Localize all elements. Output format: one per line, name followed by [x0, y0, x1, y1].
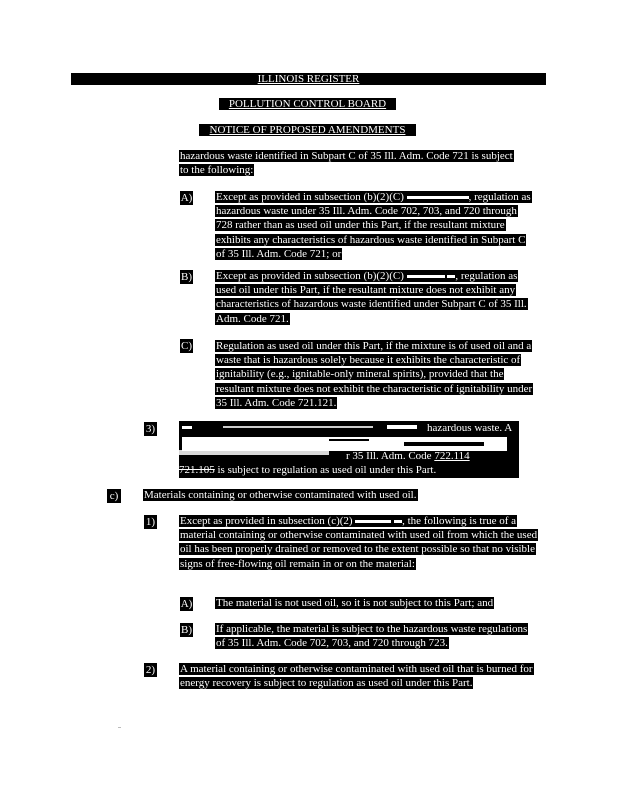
page-speck	[118, 727, 121, 728]
item-c1b-paragraph	[215, 622, 533, 650]
item-b3-new-ref: 722.114	[434, 450, 470, 462]
item-c1-text-after: , the following is true of a material containing or otherwise contaminated with used oil from which the used oil has been properly drained or removed to the extent possible so that no visible signs of free-flowing oil remain in or on the material:	[180, 515, 538, 570]
board-title: POLLUTION CONTROL BOARD	[228, 98, 387, 110]
item-c1-text-before: Except as provided in subsection (c)(2)	[180, 515, 353, 527]
section-c-paragraph	[143, 488, 463, 502]
item-b3-paragraph	[179, 421, 519, 478]
notice-header-bar	[199, 124, 416, 136]
item-b3-label: 3)	[145, 423, 156, 435]
redaction-mark	[387, 425, 417, 429]
section-c-label: c)	[107, 489, 121, 503]
board-header-bar	[219, 98, 396, 110]
redaction-mark	[355, 520, 391, 523]
intro-text: hazardous waste identified in Subpart C of 35 Ill. Adm. Code 721 is subject to the following:	[180, 150, 513, 177]
item-b3-line1-tail: hazardous waste. A	[427, 422, 513, 434]
item-c1b-label: B)	[181, 624, 192, 636]
item-b2c-text: Regulation as used oil under this Part, if the mixture is of used oil and a waste that is hazardous solely because it exhibits the characteristic of ignitability (e.g., ignitable-only mineral spirits), provided that the resultant mixture does not exhibit the characteristic of ignitability under 35 Ill. Adm. Code 721.121.	[216, 340, 533, 409]
item-b2a-label: A)	[180, 192, 193, 204]
item-b2c-label: C)	[181, 340, 192, 352]
item-c1-label: 1)	[145, 516, 156, 528]
redaction-mark	[179, 450, 329, 455]
item-b2b-text-before: Except as provided in subsection (b)(2)(C)	[216, 270, 404, 282]
item-b2a-text-before: Except as provided in subsection (b)(2)(C)	[216, 191, 404, 203]
item-b2c-paragraph	[215, 339, 535, 410]
register-title: ILLINOIS REGISTER	[257, 73, 360, 85]
item-b2b-text-after: , regulation as used oil under this Part, if the resultant mixture does not exhibit any characteristics of hazardous waste identified under Subpart C of 35 Ill. Adm. Code 721.	[216, 270, 527, 325]
redaction-mark	[182, 426, 192, 429]
register-header-bar	[71, 73, 546, 85]
intro-paragraph	[179, 149, 515, 177]
redaction-mark	[407, 275, 445, 278]
redaction-mark	[394, 520, 402, 523]
item-b2b-label: B)	[181, 271, 192, 283]
item-b3-line3-tail: r 35 Ill. Adm. Code	[346, 450, 432, 462]
notice-title: NOTICE OF PROPOSED AMENDMENTS	[209, 124, 406, 136]
item-c1a-paragraph	[215, 596, 545, 610]
item-c2-paragraph	[179, 662, 534, 690]
item-b2a-text-after: , regulation as hazardous waste under 35 Ill. Adm. Code 702, 703, and 720 through 728 rather than as used oil under this Part, if the resultant mixture exhibits any characteristics of hazardous waste identified in Subpart C of 35 Ill. Adm. Code 721; or	[216, 191, 531, 260]
redaction-mark	[407, 196, 469, 199]
item-b2b-paragraph	[215, 269, 537, 326]
item-b3-line4-tail: is subject to regulation as used oil under this Part.	[217, 464, 437, 476]
item-c2-text: A material containing or otherwise contaminated with used oil that is burned for energy recovery is subject to regulation as used oil under this Part.	[180, 663, 533, 690]
item-c1a-label: A)	[180, 598, 193, 610]
item-c1-paragraph	[179, 514, 544, 571]
item-c2-label: 2)	[145, 664, 156, 676]
item-b2a-paragraph	[215, 190, 533, 261]
item-b3-old-ref: 721.105	[179, 464, 215, 476]
section-c-text: Materials containing or otherwise contaminated with used oil.	[144, 489, 417, 501]
item-c1a-text: The material is not used oil, so it is not subject to this Part; and	[216, 597, 494, 609]
item-c1b-text: If applicable, the material is subject to the hazardous waste regulations of 35 Ill. Adm. Code 702, 703, and 720 through 723.	[216, 623, 528, 650]
redaction-mark	[223, 426, 373, 428]
